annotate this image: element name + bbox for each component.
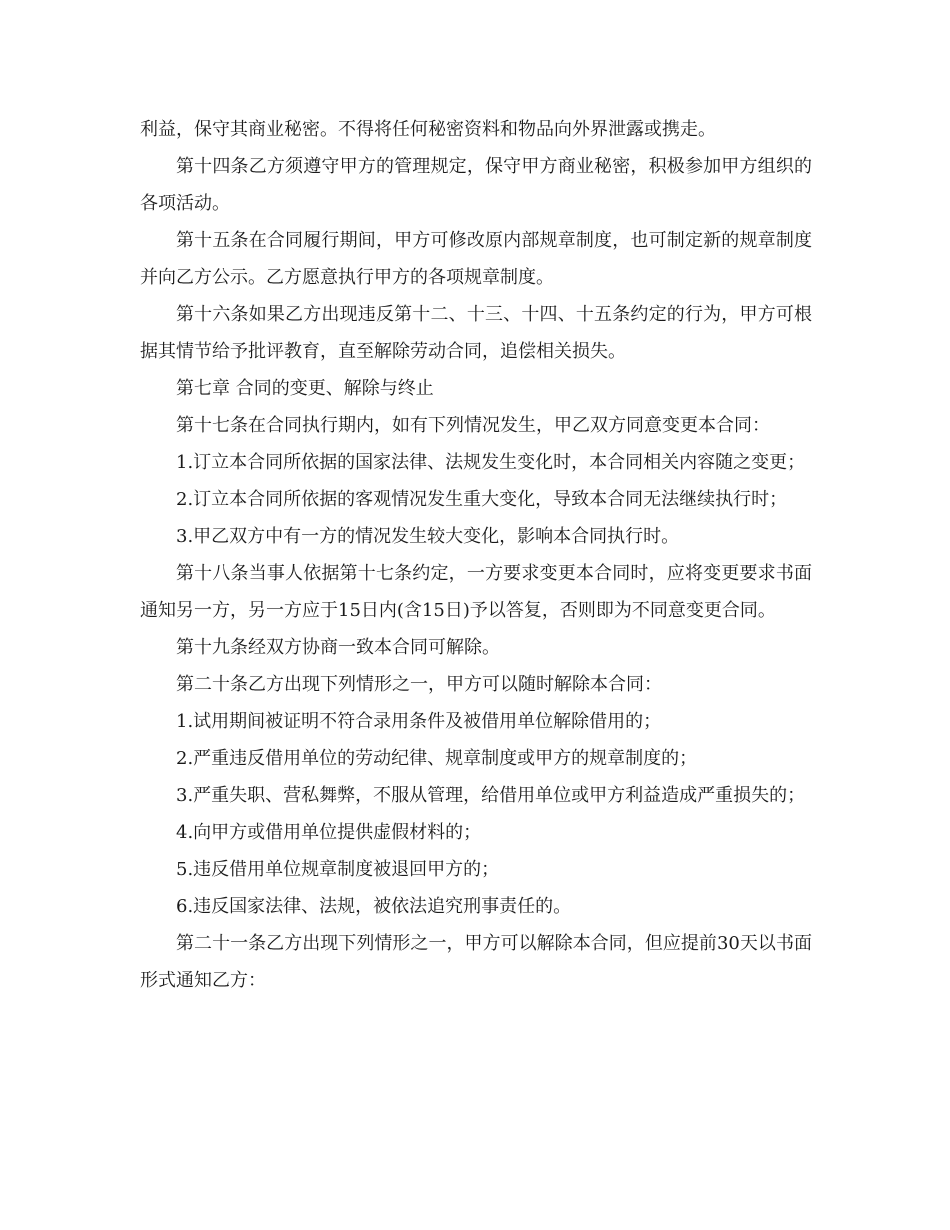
paragraph-article-17: 第十七条在合同执行期内，如有下列情况发生，甲乙双方同意变更本合同： (176, 415, 770, 436)
paragraph-article-19: 第十九条经双方协商一致本合同可解除。 (176, 637, 500, 658)
contract-body (140, 111, 812, 999)
list-item-20-6: 6.违反国家法律、法规，被依法追究刑事责任的。 (176, 896, 572, 917)
paragraph-article-14: 第十四条乙方须遵守甲方的管理规定，保守甲方商业秘密，积极参加甲方组织的各项活动。 (140, 156, 812, 214)
list-item-20-4: 4.向甲方或借用单位提供虚假材料的； (176, 822, 482, 843)
list-item-20-3: 3.严重失职、营私舞弊，不服从管理，给借用单位或甲方利益造成严重损失的； (176, 785, 806, 806)
list-item-20-1: 1.试用期间被证明不符合录用条件及被借用单位解除借用的； (176, 711, 662, 732)
list-item-17-1: 1.订立本合同所依据的国家法律、法规发生变化时，本合同相关内容随之变更； (176, 452, 806, 473)
paragraph-article-16: 第十六条如果乙方出现违反第十二、十三、十四、十五条约定的行为，甲方可根据其情节给予批评教育，直至解除劳动合同，追偿相关损失。 (140, 304, 812, 362)
chapter-7-heading: 第七章 合同的变更、解除与终止 (176, 378, 434, 399)
paragraph-article-18: 第十八条当事人依据第十七条约定，一方要求变更本合同时，应将变更要求书面通知另一方，另一方应于15日内(含15日)予以答复，否则即为不同意变更合同。 (140, 563, 812, 621)
paragraph-article-20: 第二十条乙方出现下列情形之一，甲方可以随时解除本合同： (176, 674, 662, 695)
paragraph-article-15: 第十五条在合同履行期间，甲方可修改原内部规章制度，也可制定新的规章制度并向乙方公示。乙方愿意执行甲方的各项规章制度。 (140, 230, 812, 288)
list-item-17-3: 3.甲乙双方中有一方的情况发生较大变化，影响本合同执行时。 (176, 526, 680, 547)
list-item-20-5: 5.违反借用单位规章制度被退回甲方的； (176, 859, 500, 880)
paragraph-continuation: 利益，保守其商业秘密。不得将任何秘密资料和物品向外界泄露或携走。 (140, 119, 716, 140)
list-item-20-2: 2.严重违反借用单位的劳动纪律、规章制度或甲方的规章制度的； (176, 748, 698, 769)
list-item-17-2: 2.订立本合同所依据的客观情况发生重大变化，导致本合同无法继续执行时； (176, 489, 788, 510)
paragraph-article-21: 第二十一条乙方出现下列情形之一，甲方可以解除本合同，但应提前30天以书面形式通知乙方： (140, 933, 812, 991)
